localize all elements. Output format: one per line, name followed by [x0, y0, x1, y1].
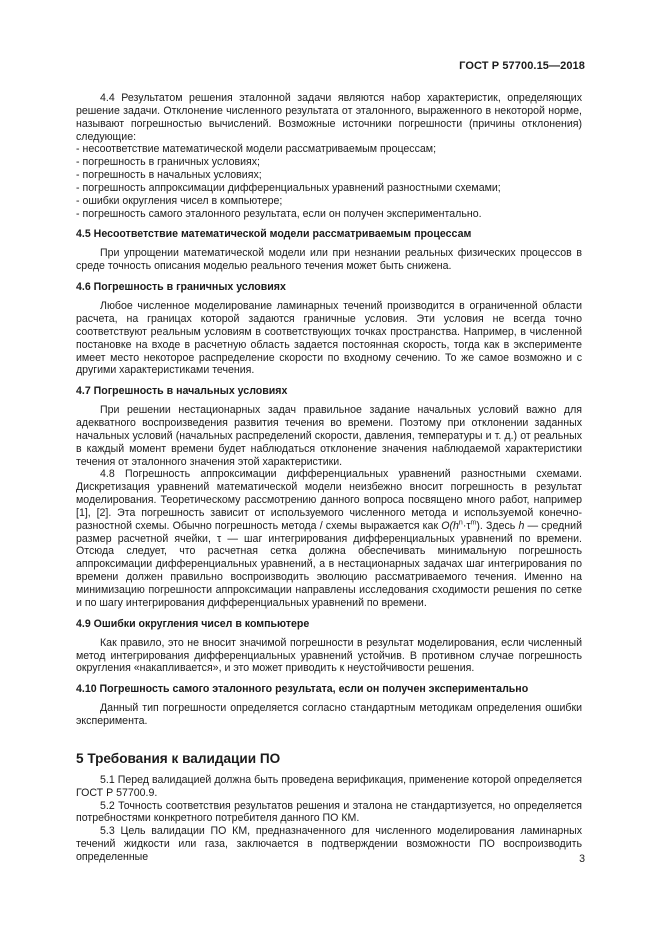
paragraph-5-2: 5.2 Точность соответствия результатов решения и эталона не стандартизуется, но определяется потребностями конкретного потребителя данного ПО КМ. [76, 799, 582, 825]
list-item: - погрешность в граничных условиях; [76, 156, 260, 169]
paragraph-4-10: Данный тип погрешности определяется согласно стандартным методикам определения ошибки эксперимента. [76, 702, 582, 728]
text-run: 4.8 Погрешность аппроксимации дифференциальных уравнений разностными схемами. Дискретизация уравнений математической модели неизбежно вносит погрешность в результат моделирования. Теоретическому рассмотрению данного вопроса посвящено много работ, например [1], [2]. Эта погрешность зависит от используемого численного метода и используемой конечно-разностной схемы. Обычно погрешность метода / схемы выражается как [76, 468, 582, 532]
heading-4-7: 4.7 Погрешность в начальных условиях [76, 385, 288, 398]
heading-4-6: 4.6 Погрешность в граничных условиях [76, 281, 286, 294]
error-sources-list [76, 143, 582, 220]
document-body [76, 92, 582, 864]
text-run: — средний размер расчетной ячейки, τ — шаг интегрирования дифференциальных уравнений по времени. Отсюда следует, что расчетная сетка должна обеспечивать минимальную погрешность аппроксимации дифференциальных уравнений, а в нестационарных задачах шаг интегрирования по времени должен правильно воспроизводить эволюцию рассматриваемого течения. Именно на минимизацию погрешности аппроксимации направлены исследования сходимости решения по сетке и по шагу интегрирования дифференциальных уравнений по времени. [76, 519, 582, 609]
symbol-h: h [518, 519, 525, 532]
paragraph-4-4: 4.4 Результатом решения эталонной задачи являются набор характеристик, определяющих решение задачи. Отклонение численного результата от эталонного, выраженного в некоторой норме, называют погрешностью вычислений. Возможные источники погрешности (причины отклонения) следующие: [76, 92, 582, 143]
list-item: - несоответствие математической модели рассматриваемым процессам; [76, 143, 437, 156]
document-code-header: ГОСТ Р 57700.15—2018 [459, 60, 585, 72]
list-item: - погрешность в начальных условиях; [76, 169, 262, 182]
formula-mul: · [462, 519, 467, 532]
section-5-heading: 5 Требования к валидации ПО [76, 750, 281, 766]
formula-h: h [453, 519, 459, 532]
paragraph-5-1: 5.1 Перед валидацией должна быть проведена верификация, применение которой определяется ГОСТ Р 57700.9. [76, 773, 582, 799]
paragraph-5-3: 5.3 Цель валидации ПО КМ, предназначенного для численного моделирования ламинарных течений жидкости или газа, заключается в подтверждении возможности ПО воспроизводить определенные [76, 825, 582, 863]
heading-4-10: 4.10 Погрешность самого эталонного результата, если он получен экспериментально [76, 683, 529, 696]
page-number: 3 [579, 853, 585, 865]
list-item: - ошибки округления чисел в компьютере; [76, 194, 283, 207]
paragraph-4-8 [76, 468, 582, 609]
paragraph-4-7: При решении нестационарных задач правильное задание начальных условий важно для адекватного воспроизведения развития течения во времени. Поэтому при отклонении заданных начальных условий (начальных распределений скорости, давления, температуры и т. д.) от реальных в каждый момент времени будет наблюдаться отклонение значения наблюдаемой характеристики течения от эталонного значения этой характеристики. [76, 404, 582, 468]
list-item: - погрешность аппроксимации дифференциальных уравнений разностными схемами; [76, 181, 501, 194]
list-item: - погрешность самого эталонного результата, если он получен экспериментально. [76, 207, 482, 220]
heading-4-9: 4.9 Ошибки округления чисел в компьютере [76, 617, 310, 630]
paragraph-4-9: Как правило, это не вносит значимой погрешности в результат моделирования, если численный метод интегрирования дифференциальных уравнений устойчив. В противном случае погрешность округления «накапливается», и это может приводить к неустойчивости решения. [76, 636, 582, 675]
formula-o: O( [441, 519, 454, 532]
text-run: . Здесь [479, 519, 519, 532]
paragraph-4-5: При упрощении математической модели или при незнании реальных физических процессов в среде точность описания моделью реального течения может быть снижена. [76, 247, 582, 273]
formula-m: m [470, 519, 477, 527]
heading-4-5: 4.5 Несоответствие математической модели рассматриваемым процессам [76, 228, 472, 241]
formula-n: n [458, 519, 463, 527]
formula-close: ) [476, 519, 480, 532]
paragraph-4-6: Любое численное моделирование ламинарных течений производится в ограниченной области расчета, на границах которой задаются граничные условия. Эти условия не всегда точно соответствуют реальным условиям в соответствующих точках пространства. Например, в численной постановке на входе в расчетную область задается постоянная скорость, тогда как в эксперименте имеет место некоторое распределение скорости по входному сечению. То же самое возможно и с другими характеристиками течения. [76, 300, 582, 377]
formula-tau: τ [466, 519, 471, 532]
